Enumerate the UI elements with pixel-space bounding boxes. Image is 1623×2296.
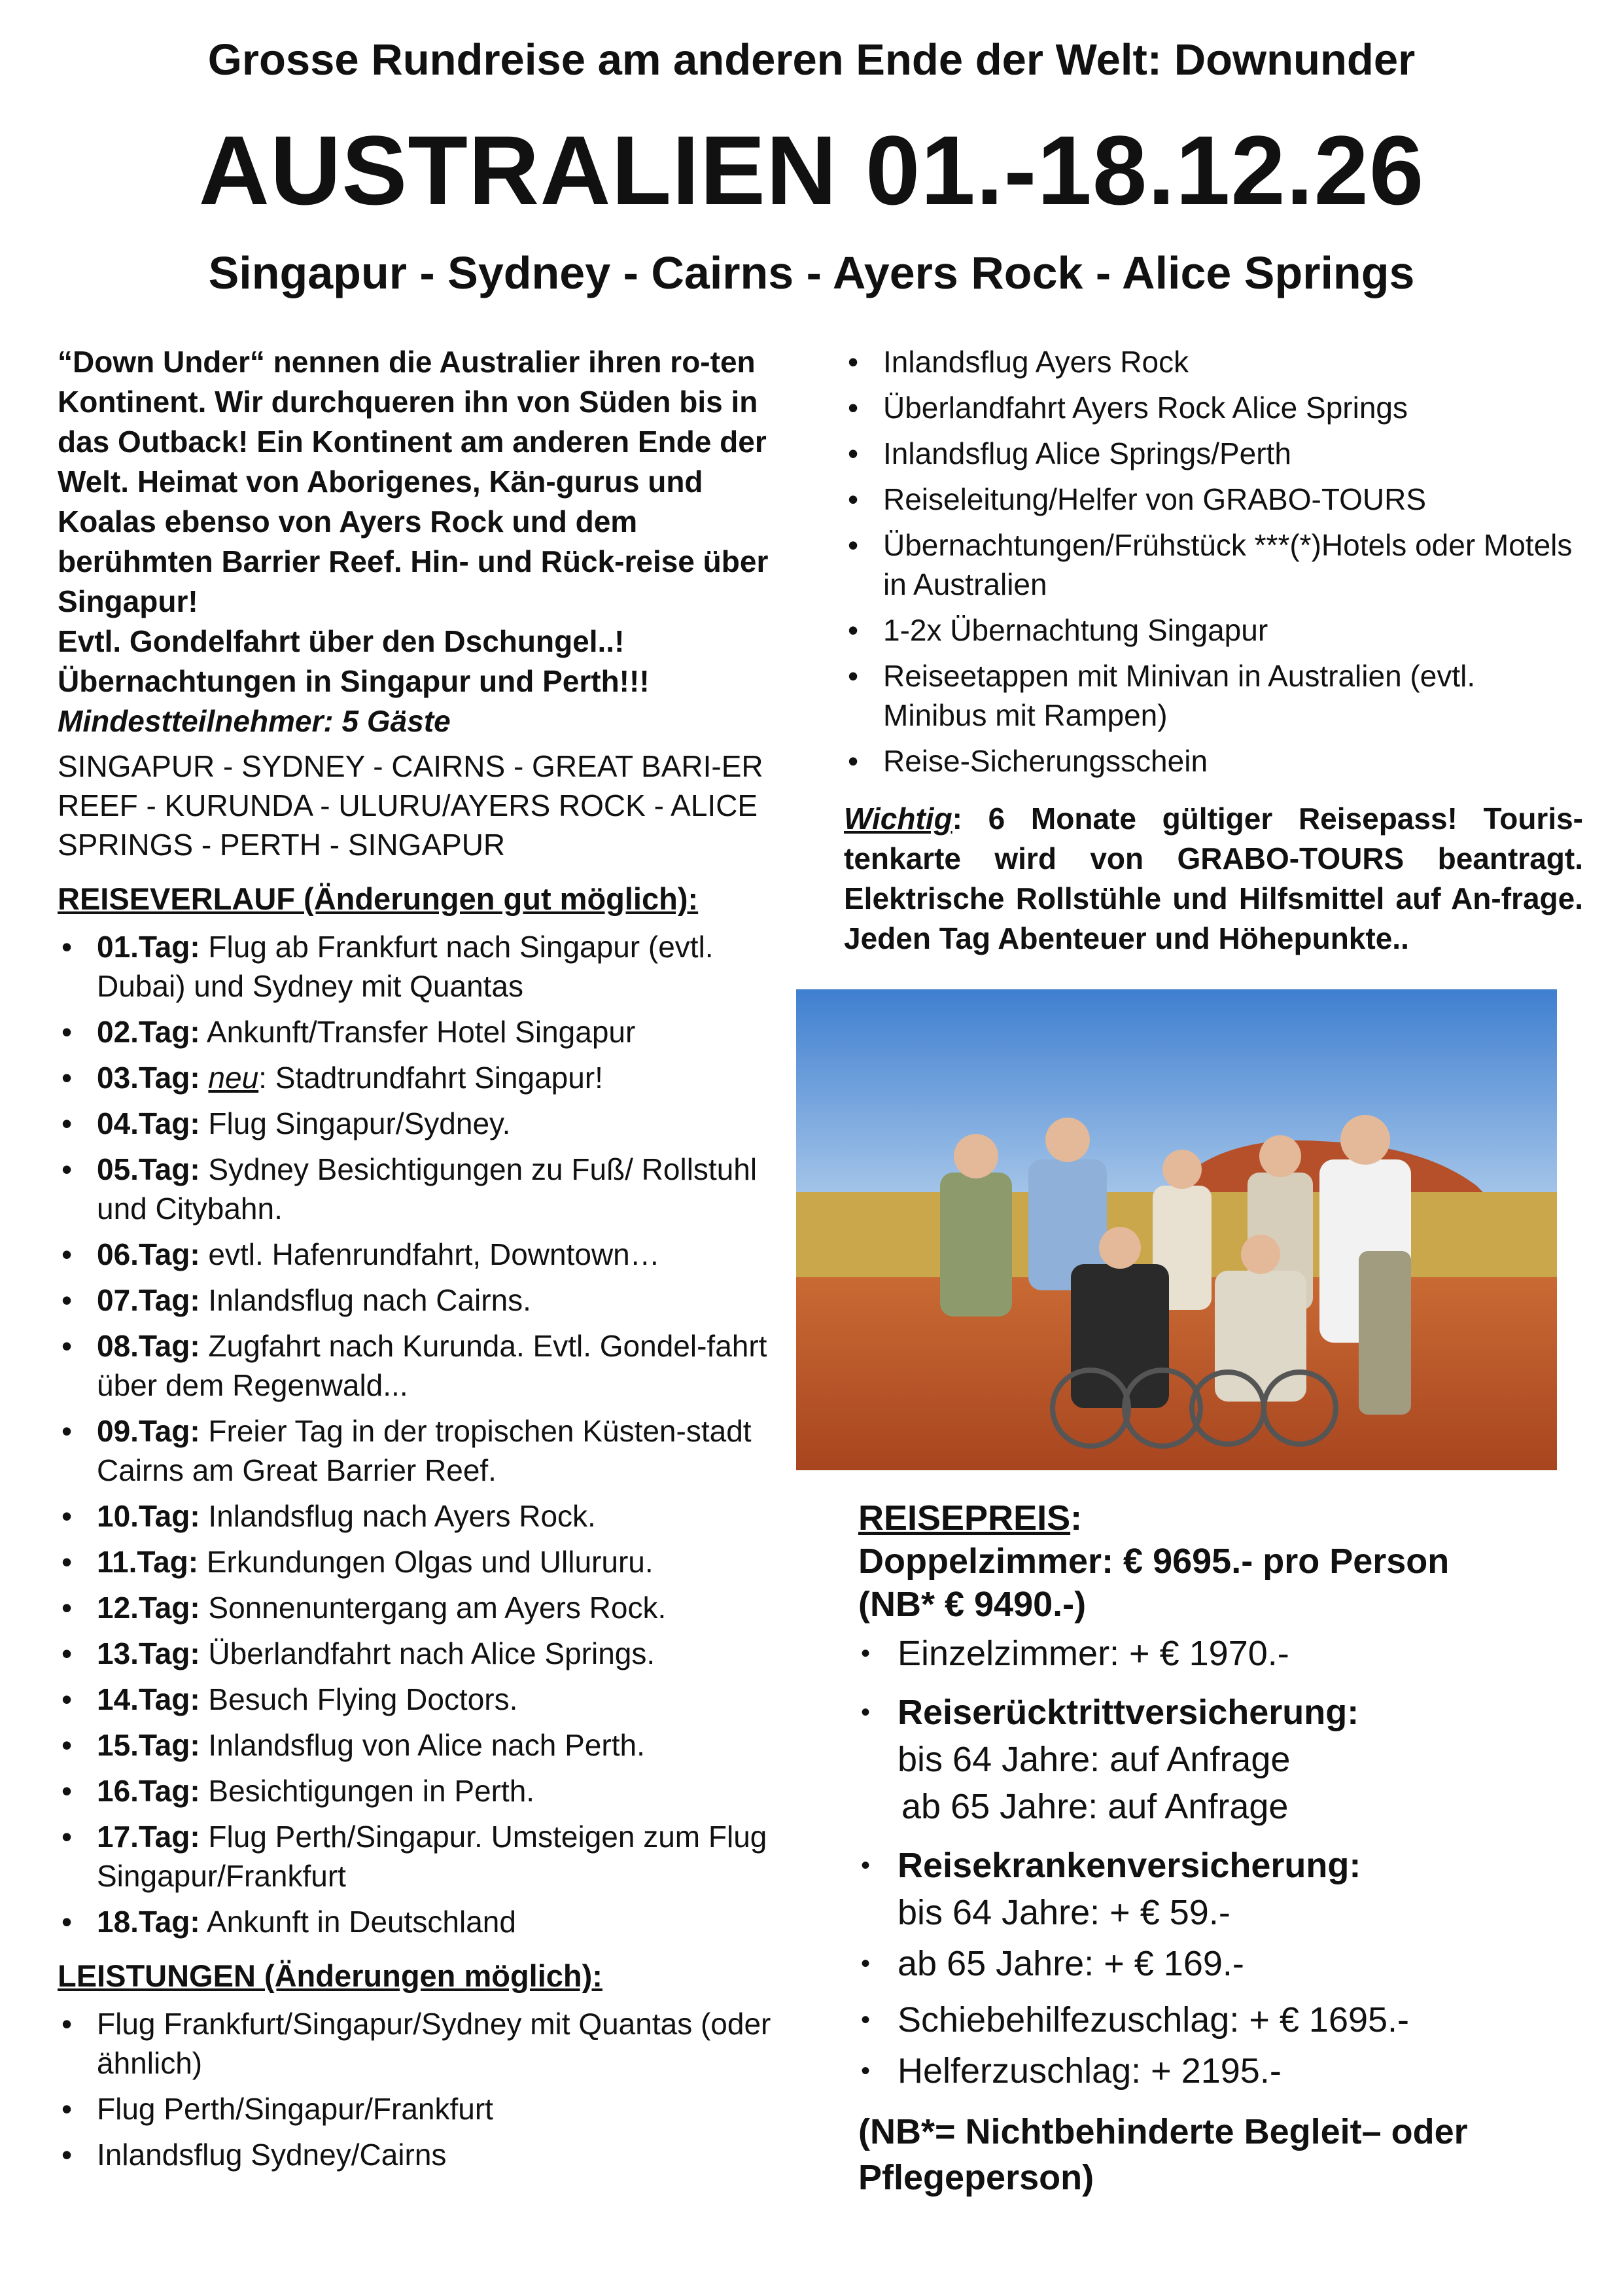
service-item: • Reiseetappen mit Minivan in Australien (evtl. Minibus mit Rampen) [844,656,1583,735]
itinerary-day: • 05.Tag: Sydney Besichtigungen zu Fuß/ Rollstuhl und Citybahn. [58,1150,794,1228]
nb-price: (NB* € 9490.-) [858,1585,1087,1624]
itinerary-day: • 08.Tag: Zugfahrt nach Kurunda. Evtl. Gondel-fahrt über dem Regenwald... [58,1326,794,1405]
itinerary-day: • 11.Tag: Erkundungen Olgas und Ullururu. [58,1542,794,1581]
services-list-right [844,342,1583,781]
itinerary-list [58,927,794,1941]
health-insurance-title: Reisekrankenversicherung: [898,1846,1361,1885]
health-insurance [858,1842,1604,1936]
itinerary-day: • 01.Tag: Flug ab Frankfurt nach Singapur (evtl. Dubai) und Sydney mit Quantas [58,927,794,1006]
push-help-surcharge: • Schiebehilfezuschlag: + € 1695.- [858,1996,1604,2043]
header-route: Singapur - Sydney - Cairns - Ayers Rock - Alice Springs [208,247,1415,298]
route-caps: SINGAPUR - SYDNEY - CAIRNS - GREAT BARI-ER REEF - KURUNDA - ULURU/AYERS ROCK - ALICE SPRINGS - PERTH - SINGAPUR [58,749,763,862]
service-item: • Flug Frankfurt/Singapur/Sydney mit Quantas (oder ähnlich) [58,2004,794,2083]
intro-nights: Übernachtungen in Singapur und Perth!!! [58,664,650,698]
itinerary-day: • 09.Tag: Freier Tag in der tropischen Küsten-stadt Cairns am Great Barrier Reef. [58,1411,794,1490]
right-column [844,342,1583,959]
header-subtitle: Grosse Rundreise am anderen Ende der Welt: Downunder [207,35,1416,84]
itinerary-day: • 02.Tag: Ankunft/Transfer Hotel Singapur [58,1012,794,1051]
group-photo-uluru [796,989,1557,1470]
important-label: Wichtig [844,802,952,836]
price-list [858,1630,1604,2094]
itinerary-day: • 15.Tag: Inlandsflug von Alice nach Perth. [58,1725,794,1765]
price-section [858,1496,1604,2200]
page-title: AUSTRALIEN 01.-18.12.26 [198,115,1425,225]
min-participants: Mindestteilnehmer: 5 Gäste [58,704,451,738]
cancel-insurance-64: bis 64 Jahre: auf Anfrage [898,1740,1291,1779]
itinerary-day: • 04.Tag: Flug Singapur/Sydney. [58,1104,794,1143]
cancel-insurance-title: Reiserücktrittversicherung: [898,1693,1359,1732]
itinerary-day: • 18.Tag: Ankunft in Deutschland [58,1902,794,1941]
service-item: • Reise-Sicherungsschein [844,741,1583,781]
health-insurance-65: • ab 65 Jahre: + € 169.- [858,1940,1604,1987]
services-list-left [58,2004,794,2174]
single-room-price: • Einzelzimmer: + € 1970.- [858,1630,1604,1677]
cancel-insurance [858,1689,1604,1830]
important-text: : 6 Monate gültiger Reisepass! Touris-tenkarte wird von GRABO-TOURS beantragt. Elektrische Rollstühle und Hilfsmittel auf An-frage. Jeden Tag Abenteuer und Höhepunkte.. [844,802,1583,955]
nb-note: (NB*= Nichtbehinderte Begleit– oder Pflegeperson) [858,2112,1468,2197]
service-item: • Inlandsflug Ayers Rock [844,342,1583,381]
service-item: • 1-2x Übernachtung Singapur [844,610,1583,650]
intro-text: “Down Under“ nennen die Australier ihren ro-ten Kontinent. Wir durchqueren ihn von Süden bis in das Outback! Ein Kontinent am anderen Ende der Welt. Heimat von Aborigenes, Kän-gurus und Koalas ebenso von Ayers Rock und dem berühmten Barrier Reef. Hin- und Rück-reise über Singapur! [58,345,769,618]
itinerary-day: • 10.Tag: Inlandsflug nach Ayers Rock. [58,1496,794,1536]
itinerary-day: • 03.Tag: neu: Stadtrundfahrt Singapur! [58,1058,794,1097]
services-heading: LEISTUNGEN (Änderungen möglich): [58,1958,602,1993]
helper-surcharge: • Helferzuschlag: + 2195.- [858,2047,1604,2094]
left-column [58,342,794,2181]
itinerary-day: • 13.Tag: Überlandfahrt nach Alice Springs. [58,1634,794,1673]
double-room-price: Doppelzimmer: € 9695.- pro Person [858,1542,1450,1581]
cancel-insurance-65: ab 65 Jahre: auf Anfrage [901,1787,1289,1826]
itinerary-heading: REISEVERLAUF (Änderungen gut möglich): [58,881,699,916]
itinerary-day: • 16.Tag: Besichtigungen in Perth. [58,1771,794,1810]
service-item: • Inlandsflug Alice Springs/Perth [844,434,1583,473]
itinerary-day: • 17.Tag: Flug Perth/Singapur. Umsteigen zum Flug Singapur/Frankfurt [58,1817,794,1896]
photo-illustration [796,989,1557,1470]
important-note [844,799,1583,959]
intro-gondola: Evtl. Gondelfahrt über den Dschungel..! [58,624,625,658]
service-item: • Übernachtungen/Frühstück ***(*)Hotels oder Motels in Australien [844,525,1583,604]
itinerary-day: • 07.Tag: Inlandsflug nach Cairns. [58,1280,794,1320]
price-heading: REISEPREIS: [858,1498,1083,1538]
itinerary-day: • 14.Tag: Besuch Flying Doctors. [58,1680,794,1719]
itinerary-day: • 06.Tag: evtl. Hafenrundfahrt, Downtown… [58,1235,794,1274]
service-item: • Inlandsflug Sydney/Cairns [58,2135,794,2174]
service-item: • Flug Perth/Singapur/Frankfurt [58,2089,794,2128]
health-insurance-64: bis 64 Jahre: + € 59.- [898,1893,1230,1932]
itinerary-day: • 12.Tag: Sonnenuntergang am Ayers Rock. [58,1588,794,1627]
service-item: • Überlandfahrt Ayers Rock Alice Springs [844,388,1583,427]
service-item: • Reiseleitung/Helfer von GRABO-TOURS [844,480,1583,519]
